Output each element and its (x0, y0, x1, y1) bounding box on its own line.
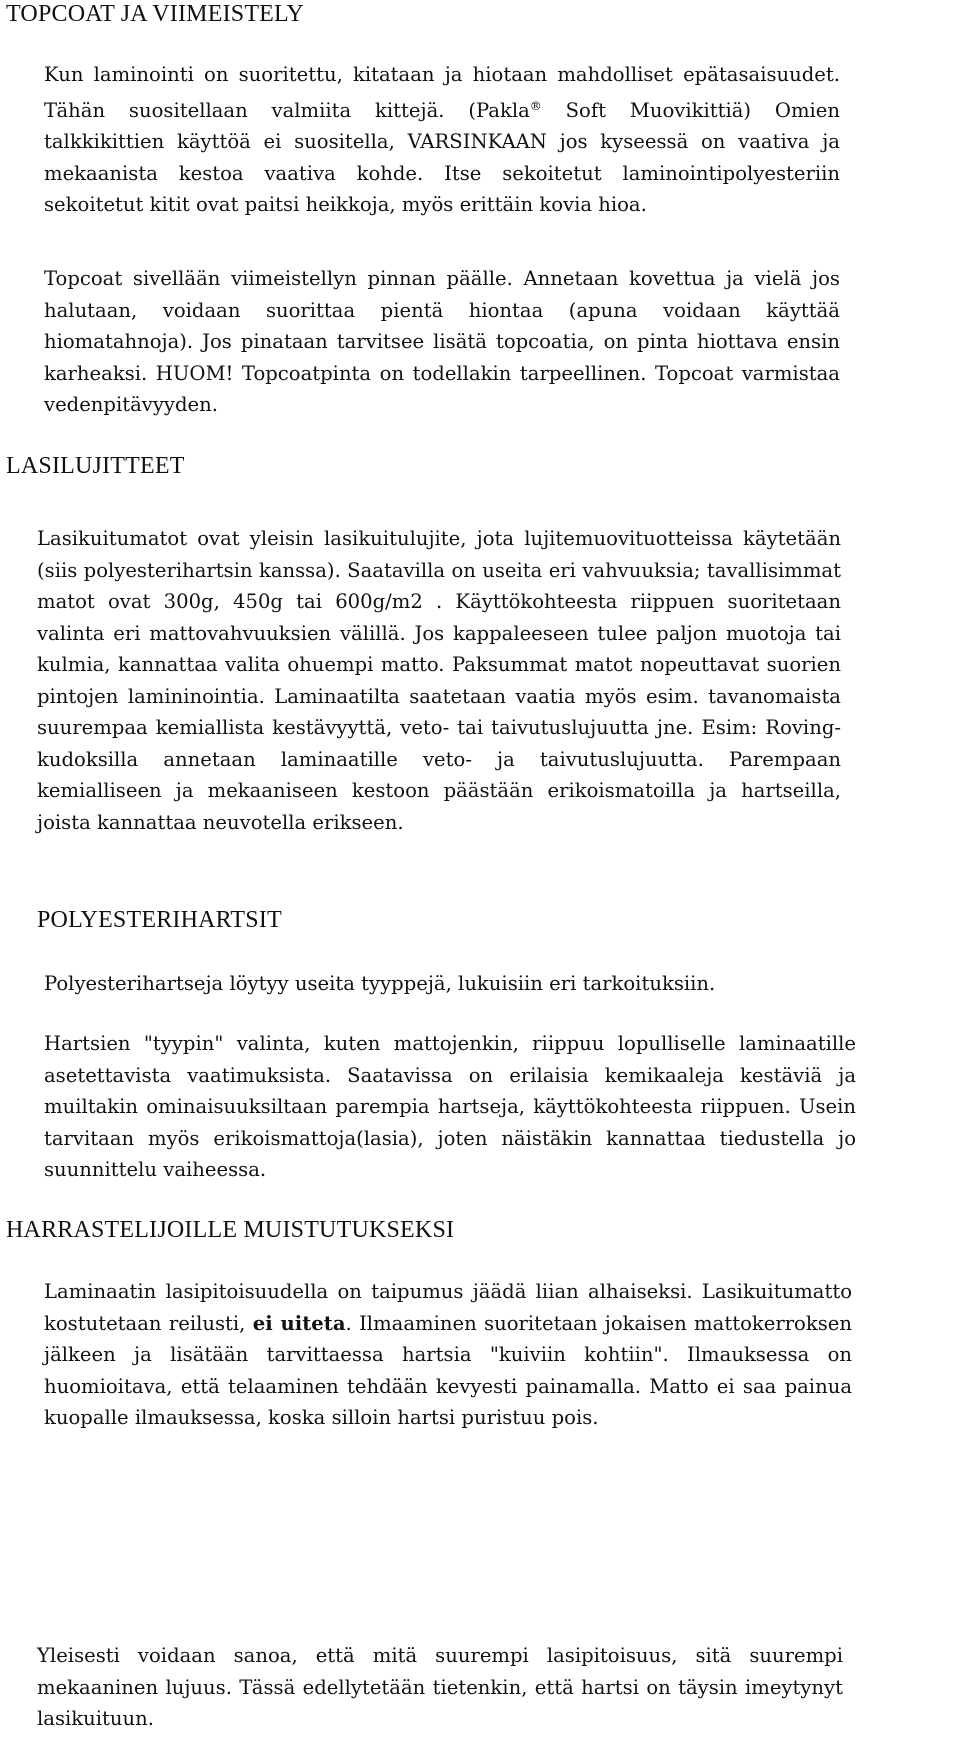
paragraph-polyesterihartsit-tyypit: Polyesterihartseja löytyy useita tyyppejä, lukuisiin eri tarkoituksiin. (44, 972, 716, 995)
heading-lasilujitteet: LASILUJITTEET (6, 453, 185, 479)
heading-polyesterihartsit: POLYESTERIHARTSIT (37, 907, 282, 933)
heading-topcoat: TOPCOAT JA VIIMEISTELY (6, 1, 305, 27)
paragraph-lasilujitteet: Lasikuitumatot ovat yleisin lasikuitulujite, jota lujitemuovituotteissa käytetään (siis polyesterihartsin kanssa). Saatavilla on useita eri vahvuuksia; tavallisimmat matot ovat 300g, 450g tai 600g/m2 . Käyttökohteesta riippuen suoritetaan valinta eri mattovahvuuksien välillä. Jos kappaleeseen tulee paljon muotoja tai kulmia, kannattaa valita ohuempi matto. Paksummat matot nopeuttavat suorien pintojen lamininointia. Laminaatilta saatetaan vaatia myös esim. tavanomaista suurempaa kemiallista kestävyyttä, veto- tai taivutuslujuutta jne. Esim: Roving-kudoksilla annetaan laminaatille veto- ja taivutuslujuutta. Parempaan kemialliseen ja mekaaniseen kestoon päästään erikoismatoilla ja hartseilla, joista kannattaa neuvotella erikseen. (37, 527, 841, 834)
emphasis-ei-uiteta: ei uiteta (252, 1311, 346, 1335)
paragraph-harrastelijoille-lujuus: Yleisesti voidaan sanoa, että mitä suurempi lasipitoisuus, sitä suurempi mekaaninen lujuus. Tässä edellytetään tietenkin, että hartsi on täysin imeytynyt lasikuituun. (37, 1644, 843, 1730)
paragraph-topcoat-sively: Topcoat sivellään viimeistellyn pinnan päälle. Annetaan kovettua ja vielä jos halutaan, voidaan suorittaa pientä hiontaa (apuna voidaan käyttää hiomatahnoja). Jos pinataan tarvitsee lisätä topcoatia, on pinta hiottava ensin karheaksi. HUOM! Topcoatpinta on todellakin tarpeellinen. Topcoat varmistaa vedenpitävyyden. (44, 267, 840, 416)
heading-harrastelijoille: HARRASTELIJOILLE MUISTUTUKSEKSI (6, 1217, 455, 1243)
paragraph-topcoat-kitit: Kun laminointi on suoritettu, kitataan ja hiotaan mahdolliset epätasaisuudet. Tähän suositellaan valmiita kittejä. (Pakla® Soft Muovikittiä) Omien talkkikittien käyttöä ei suositella, VARSINKAAN jos kyseessä on vaativa ja mekaanista kestoa vaativa kohde. Itse sekoitetut laminointipolyesteriin sekoitetut kitit ovat paitsi heikkoja, myös erittäin kovia hioa. (44, 63, 841, 216)
registered-mark: ® (529, 98, 542, 113)
paragraph-polyesterihartsit-valinta: Hartsien "tyypin" valinta, kuten mattojenkin, riippuu lopulliselle laminaatille asetettavista vaatimuksista. Saatavissa on erilaisia kemikaaleja kestäviä ja muiltakin ominaisuuksiltaan parempia hartseja, käyttökohteesta riippuen. Usein tarvitaan myös erikoismattoja(lasia), joten näistäkin kannattaa tiedustella jo suunnittelu vaiheessa. (44, 1032, 856, 1181)
paragraph-harrastelijoille-lasipitoisuus: Laminaatin lasipitoisuudella on taipumus jäädä liian alhaiseksi. Lasikuitumatto kostutetaan reilusti, ei uiteta. Ilmaaminen suoritetaan jokaisen mattokerroksen jälkeen ja lisätään tarvittaessa hartsia "kuiviin kohtiin". Ilmauksessa on huomioitava, että telaaminen tehdään kevyesti painamalla. Matto ei saa painua kuopalle ilmauksessa, koska silloin hartsi puristuu pois. (44, 1280, 852, 1429)
